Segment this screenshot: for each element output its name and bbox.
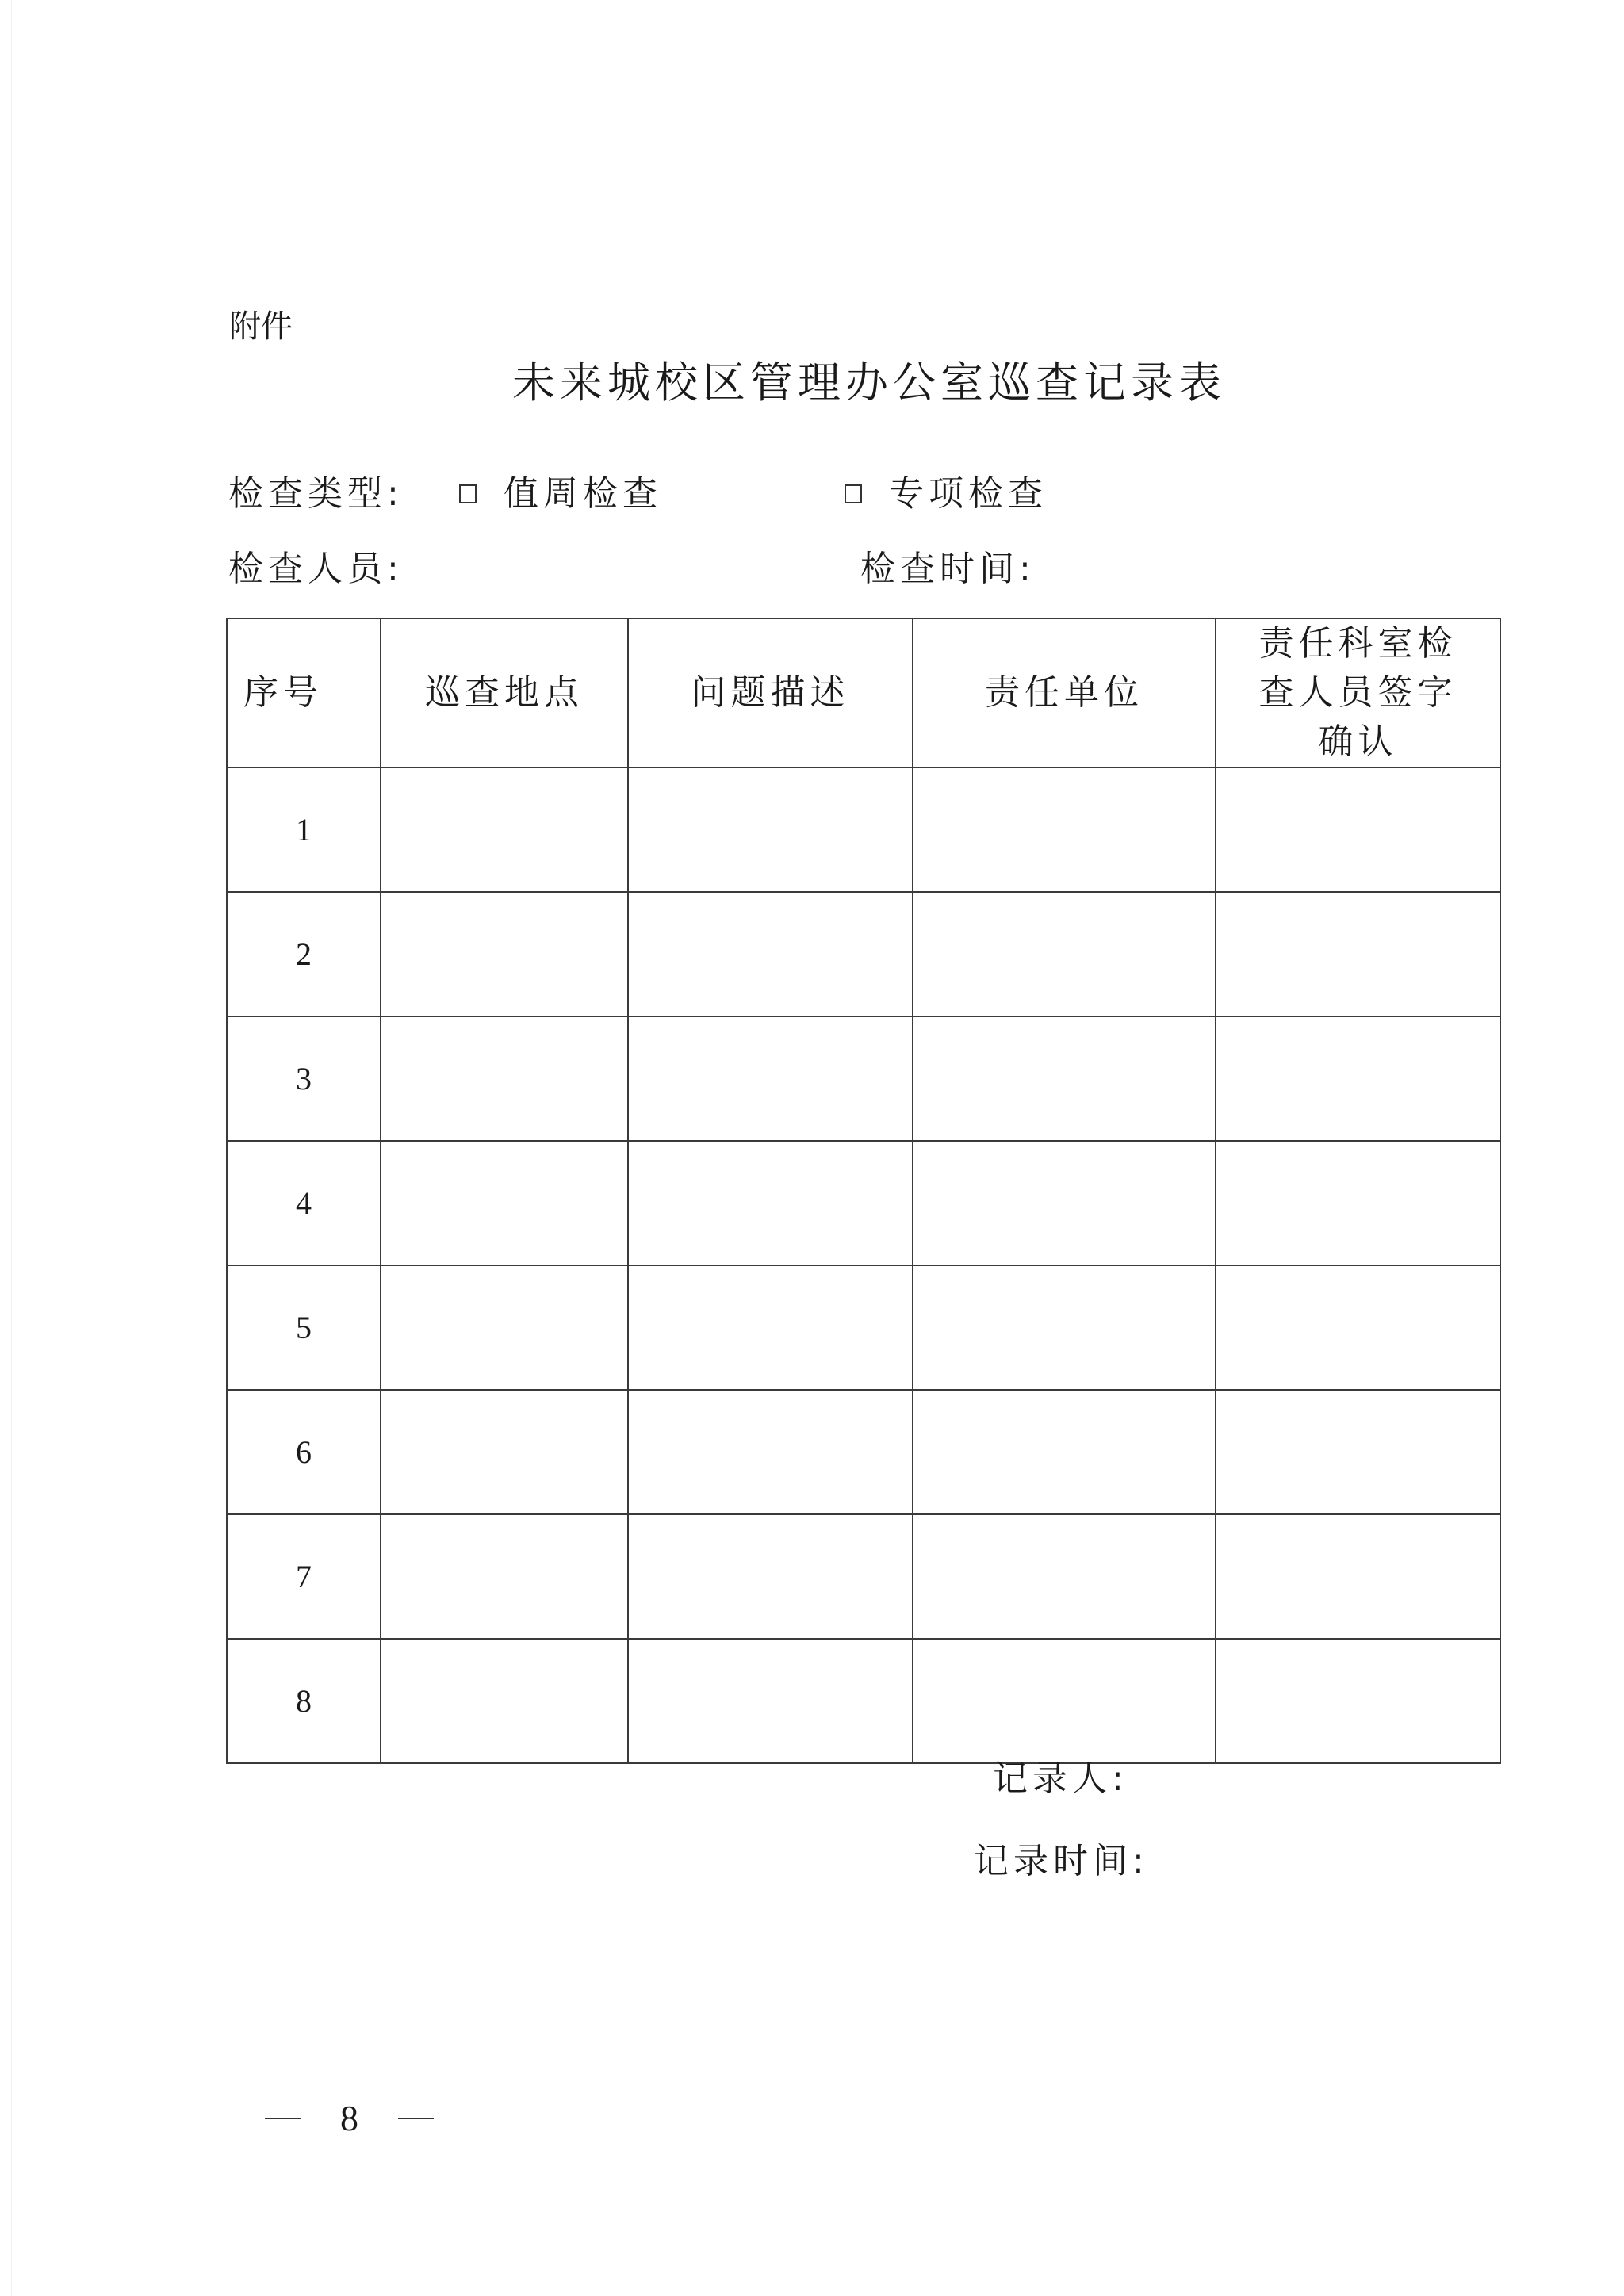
table-row	[227, 767, 1500, 892]
header-issue: 问题描述	[628, 618, 913, 767]
cell-unit[interactable]	[913, 1639, 1216, 1763]
inspection-time-label: 检查时间:	[860, 549, 1036, 589]
cell-location[interactable]	[381, 1141, 628, 1265]
table-row	[227, 1016, 1500, 1141]
cell-unit[interactable]	[913, 1390, 1216, 1514]
cell-issue[interactable]	[628, 892, 913, 1016]
row-number: 3	[227, 1016, 381, 1141]
header-location: 巡查地点	[381, 618, 628, 767]
cell-location[interactable]	[381, 1514, 628, 1639]
inspection-type-label: 检查类型:	[228, 473, 404, 514]
attachment-label: 附件	[229, 308, 293, 345]
row-number: 6	[227, 1390, 381, 1514]
cell-signature[interactable]	[1216, 1639, 1500, 1763]
cell-unit[interactable]	[913, 1141, 1216, 1265]
table-row	[227, 892, 1500, 1016]
cell-unit[interactable]	[913, 1265, 1216, 1390]
record-time-label: 记录时间:	[974, 1841, 1149, 1881]
cell-signature[interactable]	[1216, 1390, 1500, 1514]
table-row	[227, 1514, 1500, 1639]
cell-location[interactable]	[381, 892, 628, 1016]
page-number-value: 8	[340, 2098, 358, 2138]
row-number: 7	[227, 1514, 381, 1639]
checkbox-icon[interactable]	[845, 484, 862, 503]
cell-location[interactable]	[381, 767, 628, 892]
cell-issue[interactable]	[628, 1141, 913, 1265]
cell-unit[interactable]	[913, 892, 1216, 1016]
cell-signature[interactable]	[1216, 1514, 1500, 1639]
row-number: 5	[227, 1265, 381, 1390]
cell-issue[interactable]	[628, 767, 913, 892]
header-signature-text: 责任科室检查人员签字确认	[1258, 623, 1457, 762]
header-seq: 序号	[227, 618, 381, 767]
table-row	[227, 1141, 1500, 1265]
cell-issue[interactable]	[628, 1639, 913, 1763]
checkbox-icon[interactable]	[459, 484, 477, 503]
cell-unit[interactable]	[913, 767, 1216, 892]
header-unit: 责任单位	[913, 618, 1216, 767]
cell-issue[interactable]	[628, 1016, 913, 1141]
table-header-row	[227, 618, 1500, 767]
cell-issue[interactable]	[628, 1390, 913, 1514]
cell-location[interactable]	[381, 1016, 628, 1141]
cell-signature[interactable]	[1216, 892, 1500, 1016]
row-number: 1	[227, 767, 381, 892]
cell-location[interactable]	[381, 1390, 628, 1514]
cell-signature[interactable]	[1216, 767, 1500, 892]
page-number	[265, 2097, 434, 2139]
row-number: 4	[227, 1141, 381, 1265]
recorder-label: 记录人:	[993, 1758, 1128, 1799]
option-weekly-inspection[interactable]	[459, 473, 662, 515]
row-number: 2	[227, 892, 381, 1016]
cell-unit[interactable]	[913, 1514, 1216, 1639]
inspector-label: 检查人员:	[228, 549, 404, 589]
table-row	[227, 1639, 1500, 1763]
inspection-record-table	[226, 618, 1501, 1764]
cell-location[interactable]	[381, 1265, 628, 1390]
option-label: 值周检查	[504, 473, 662, 514]
cell-signature[interactable]	[1216, 1141, 1500, 1265]
option-special-inspection[interactable]	[845, 473, 1048, 515]
cell-unit[interactable]	[913, 1016, 1216, 1141]
cell-signature[interactable]	[1216, 1016, 1500, 1141]
page-title: 未来城校区管理办公室巡查记录表	[512, 358, 1226, 408]
cell-issue[interactable]	[628, 1265, 913, 1390]
header-signature	[1216, 618, 1500, 767]
dash-left	[265, 2118, 301, 2119]
option-label: 专项检查	[889, 473, 1048, 514]
cell-location[interactable]	[381, 1639, 628, 1763]
table-row	[227, 1265, 1500, 1390]
page-scan-edge	[11, 0, 12, 2296]
row-number: 8	[227, 1639, 381, 1763]
table-row	[227, 1390, 1500, 1514]
cell-signature[interactable]	[1216, 1265, 1500, 1390]
cell-issue[interactable]	[628, 1514, 913, 1639]
dash-right	[398, 2118, 434, 2119]
